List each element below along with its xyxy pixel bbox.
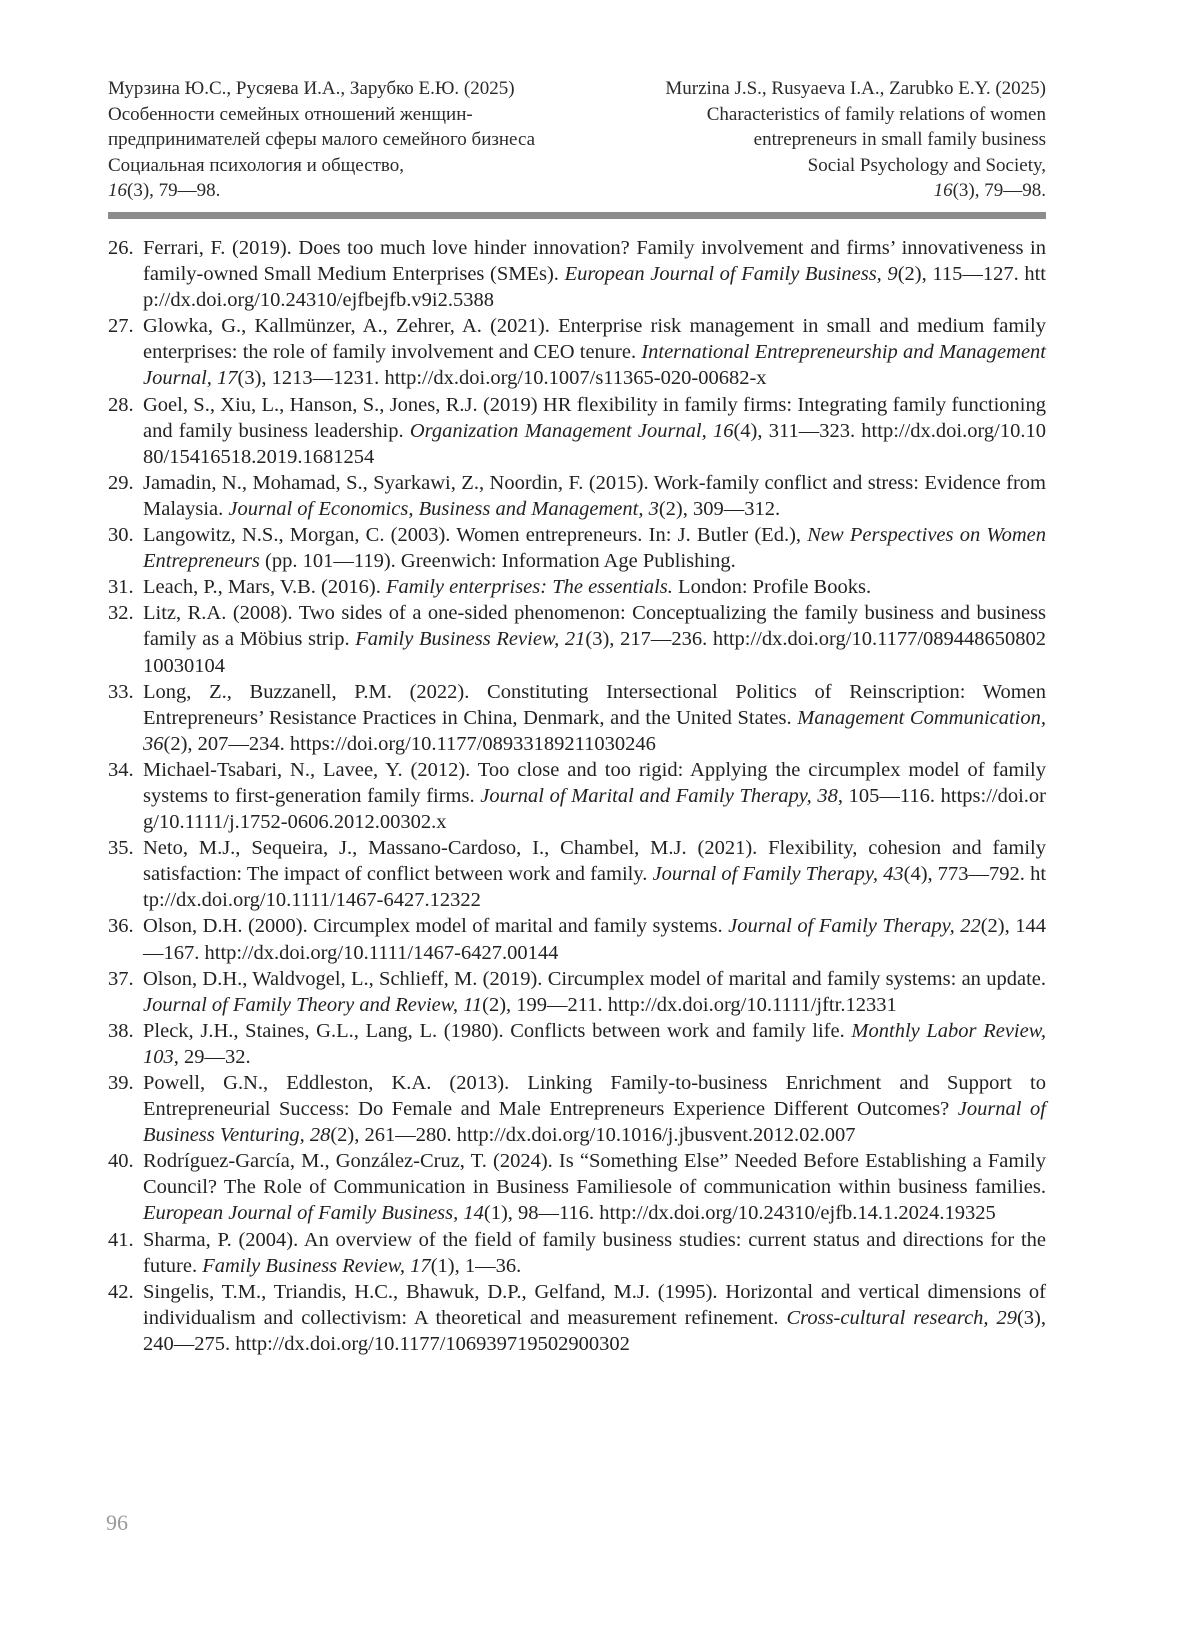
reference-doi-link[interactable]: https://doi.org/10.1177/08933189211030246 [289, 732, 656, 755]
reference-details: (1), 98—116. [483, 1202, 600, 1225]
reference-doi-link[interactable]: http://dx.doi.org/10.1111/1467-6427.00144 [204, 941, 559, 964]
reference-doi-link[interactable]: http://dx.doi.org/10.24310/ejfb.14.1.2024.19325 [599, 1202, 996, 1225]
reference-number: 33. [108, 680, 134, 703]
reference-number: 39. [108, 1072, 134, 1094]
header-en-journal: Social Psychology and Society, [807, 154, 1046, 176]
reference-item [108, 1018, 1046, 1070]
reference-text: Olson, D.H., Waldvogel, L., Schlieff, M. (2019). Circumplex model of marital and family systems: an update. [143, 967, 1046, 990]
reference-details: (3), 1213—1231. [237, 367, 385, 390]
reference-source: Family Business Review, 21 [355, 628, 586, 651]
reference-number: 30. [108, 524, 134, 547]
reference-item [108, 835, 1046, 913]
reference-number: 31. [108, 576, 134, 599]
reference-number: 42. [108, 1280, 134, 1303]
reference-number: 35. [108, 837, 134, 860]
reference-item [108, 392, 1046, 470]
header-citation-en [576, 76, 1046, 204]
header-en-title-line-2: entrepreneurs in small family business [753, 129, 1046, 150]
reference-item [108, 522, 1046, 574]
reference-source: Journal of Family Therapy, 43 [652, 863, 904, 886]
reference-details: (1), 1—36. [430, 1254, 522, 1277]
reference-details: London: Profile Books. [672, 576, 872, 599]
reference-text: Neto, M.J., Sequeira, J., Massano-Cardoso, I., Chambel, M.J. (2021). Flexibility, cohesion and family satisfaction: The impact of conflict between work and family. [143, 837, 1046, 886]
reference-number: 26. [108, 237, 134, 259]
reference-source: New Perspectives on Women Entrepreneurs [143, 524, 1047, 573]
reference-number: 34. [108, 758, 134, 781]
reference-source: European Journal of Family Business, 14 [143, 1202, 484, 1225]
reference-source: Journal of Family Theory and Review, 11 [143, 993, 483, 1016]
reference-number: 27. [108, 315, 134, 338]
reference-details: (3), 217—236. [585, 628, 713, 651]
reference-doi-link[interactable]: https://doi.org/10.1111/j.1752-0606.2012.00302.x [143, 784, 1046, 834]
reference-source: Journal of Business Venturing, 28 [143, 1098, 1046, 1147]
reference-source: Journal of Marital and Family Therapy, 38 [480, 784, 838, 807]
reference-source: Cross-cultural research, 29 [786, 1306, 1017, 1329]
reference-text: Langowitz, N.S., Morgan, C. (2003). Women entrepreneurs. In: J. Butler (Ed.), [143, 524, 808, 547]
reference-details: (2), 309—312. [658, 497, 781, 520]
reference-details: (3), 240—275. [143, 1306, 1046, 1355]
header-ru-volume-pages [108, 178, 578, 204]
header-en-authors: Murzina J.S., Rusyaeva I.A., Zarubko E.Y. (2025) [665, 78, 1046, 99]
header-citation-ru [108, 76, 578, 204]
reference-text: Long, Z., Buzzanell, P.M. (2022). Constituting Intersectional Politics of Reinscription: Women Entrepreneurs’ Resistance Practices in China, Denmark, and the United States. [143, 680, 1046, 729]
reference-text: Rodríguez-García, M., González-Cruz, T. (2024). Is “Something Else” Needed Before Establishing a Family Council? The Role of Communication in Business Familiesole of communication within business families. [143, 1150, 1046, 1199]
header-ru-title-line-1: Особенности семейных отношений женщин- [108, 103, 473, 125]
reference-doi-link[interactable]: http://dx.doi.org/10.1016/j.jbusvent.2012.02.007 [456, 1124, 856, 1147]
reference-number: 38. [108, 1019, 134, 1042]
reference-item [108, 470, 1046, 522]
reference-details: (4), 311—323. [733, 419, 862, 442]
reference-text: Litz, R.A. (2008). Two sides of a one-sided phenomenon: Conceptualizing the family business and business family as a Möbius strip. [143, 602, 1046, 651]
reference-item [108, 1227, 1046, 1279]
reference-number: 41. [108, 1228, 134, 1251]
reference-text: Olson, D.H. (2000). Circumplex model of marital and family systems. [143, 915, 729, 938]
reference-text: Michael-Tsabari, N., Lavee, Y. (2012). Too close and too rigid: Applying the circumplex model of family systems to first-generation family firms. [143, 758, 1046, 807]
reference-text: Pleck, J.H., Staines, G.L., Lang, L. (1980). Conflicts between work and family life. [143, 1019, 852, 1042]
reference-number: 40. [108, 1150, 134, 1173]
reference-text: Leach, P., Mars, V.B. (2016). [143, 576, 386, 599]
reference-item [108, 966, 1046, 1018]
reference-number: 29. [108, 471, 134, 494]
reference-details: , 105—116. [837, 784, 941, 807]
reference-text: Singelis, T.M., Triandis, H.C., Bhawuk, D.P., Gelfand, M.J. (1995). Horizontal and vertical dimensions of individualism and collectivism: A theoretical and measurement refinement. [143, 1280, 1046, 1329]
reference-text: Jamadin, N., Mohamad, S., Syarkawi, Z., Noordin, F. (2015). Work-family conflict and stress: Evidence from Malaysia. [143, 471, 1046, 520]
header-en-title-line-1: Characteristics of family relations of women [706, 103, 1046, 125]
reference-source: Journal of Economics, Business and Management, 3 [228, 497, 659, 520]
reference-text: Sharma, P. (2004). An overview of the field of family business studies: current status and directions for the future. [143, 1228, 1046, 1277]
reference-doi-link[interactable]: http://dx.doi.org/10.24310/ejfbejfb.v9i2.5388 [143, 263, 1046, 312]
reference-number: 28. [108, 393, 134, 416]
header-ru-title-line-2: предпринимателей сферы малого семейного бизнеса [108, 129, 536, 150]
header-en-volume-pages [576, 178, 1046, 204]
reference-doi-link[interactable]: http://dx.doi.org/10.1080/15416518.2019.1681254 [143, 419, 1046, 468]
reference-text: Powell, G.N., Eddleston, K.A. (2013). Linking Family-to-business Enrichment and Support to Entrepreneurial Success: Do Female and Male Entrepreneurs Experience Different Outcomes? [143, 1072, 1046, 1121]
reference-source: Journal of Family Therapy, 22 [728, 915, 981, 938]
reference-details: (2), 199—211. [482, 993, 608, 1016]
header-ru-issue-pages: (3), 79—98. [127, 180, 221, 201]
reference-source: Monthly Labor Review, 103 [143, 1019, 1047, 1068]
reference-item [108, 679, 1046, 757]
header-en-volume: 16 [933, 180, 953, 201]
reference-source: Family Business Review, 17 [202, 1254, 431, 1277]
running-header [108, 76, 1046, 204]
reference-text: Glowka, G., Kallmünzer, A., Zehrer, A. (2021). Enterprise risk management in small and medium family enterprises: the role of family involvement and CEO tenure. [143, 315, 1046, 364]
reference-details: (2), 115—127. [897, 263, 1025, 286]
page-number: 96 [106, 1510, 128, 1535]
reference-item [108, 574, 1046, 600]
reference-item [108, 1148, 1046, 1226]
reference-details: , 29—32. [173, 1045, 251, 1068]
header-ru-volume: 16 [108, 180, 127, 201]
reference-item [108, 913, 1046, 965]
reference-doi-link[interactable]: http://dx.doi.org/10.1007/s11365-020-00682-x [384, 367, 767, 390]
reference-list [108, 235, 1046, 1357]
reference-details: (2), 144—167. [143, 915, 1047, 964]
reference-doi-link[interactable]: http://dx.doi.org/10.1177/106939719502900302 [235, 1332, 630, 1355]
header-en-issue-pages: (3), 79—98. [952, 180, 1046, 201]
reference-item [108, 757, 1046, 835]
reference-doi-link[interactable]: http://dx.doi.org/10.1111/jftr.12331 [607, 993, 897, 1016]
reference-number: 36. [108, 915, 134, 938]
reference-doi-link[interactable]: http://dx.doi.org/10.1111/1467-6427.12322 [143, 863, 1047, 912]
reference-source: Organization Management Journal, 16 [409, 419, 734, 442]
header-divider [108, 212, 1046, 219]
reference-details: (2), 261—280. [330, 1124, 457, 1147]
reference-item [108, 313, 1046, 391]
reference-text: Ferrari, F. (2019). Does too much love hinder innovation? Family involvement and firms’ innovativeness in family-owned Small Medium Enterprises (SMEs). [143, 237, 1046, 286]
reference-source: Management Communication, 36 [143, 706, 1047, 755]
header-ru-journal: Социальная психология и общество, [108, 154, 405, 176]
reference-source: International Entrepreneurship and Management Journal, 17 [143, 341, 1047, 390]
reference-details: (2), 207—234. [163, 732, 290, 755]
reference-details: (pp. 101—119). Greenwich: Information Age Publishing. [259, 550, 736, 573]
reference-source: European Journal of Family Business, 9 [564, 263, 898, 286]
reference-item [108, 1070, 1046, 1148]
reference-details: (4), 773—792. [903, 863, 1031, 886]
reference-item [108, 1279, 1046, 1357]
reference-number: 32. [108, 602, 134, 625]
header-ru-authors: Мурзина Ю.С., Русяева И.А., Зарубко Е.Ю. (2025) [108, 78, 515, 99]
reference-item [108, 235, 1046, 313]
reference-text: Goel, S., Xiu, L., Hanson, S., Jones, R.J. (2019) HR flexibility in family firms: Integrating family functioning and family business leadership. [143, 393, 1046, 442]
reference-doi-link[interactable]: http://dx.doi.org/10.1177/08944865080210030104 [143, 628, 1047, 677]
reference-source: Family enterprises: The essentials. [385, 576, 673, 599]
reference-number: 37. [108, 967, 134, 990]
reference-item [108, 600, 1046, 678]
